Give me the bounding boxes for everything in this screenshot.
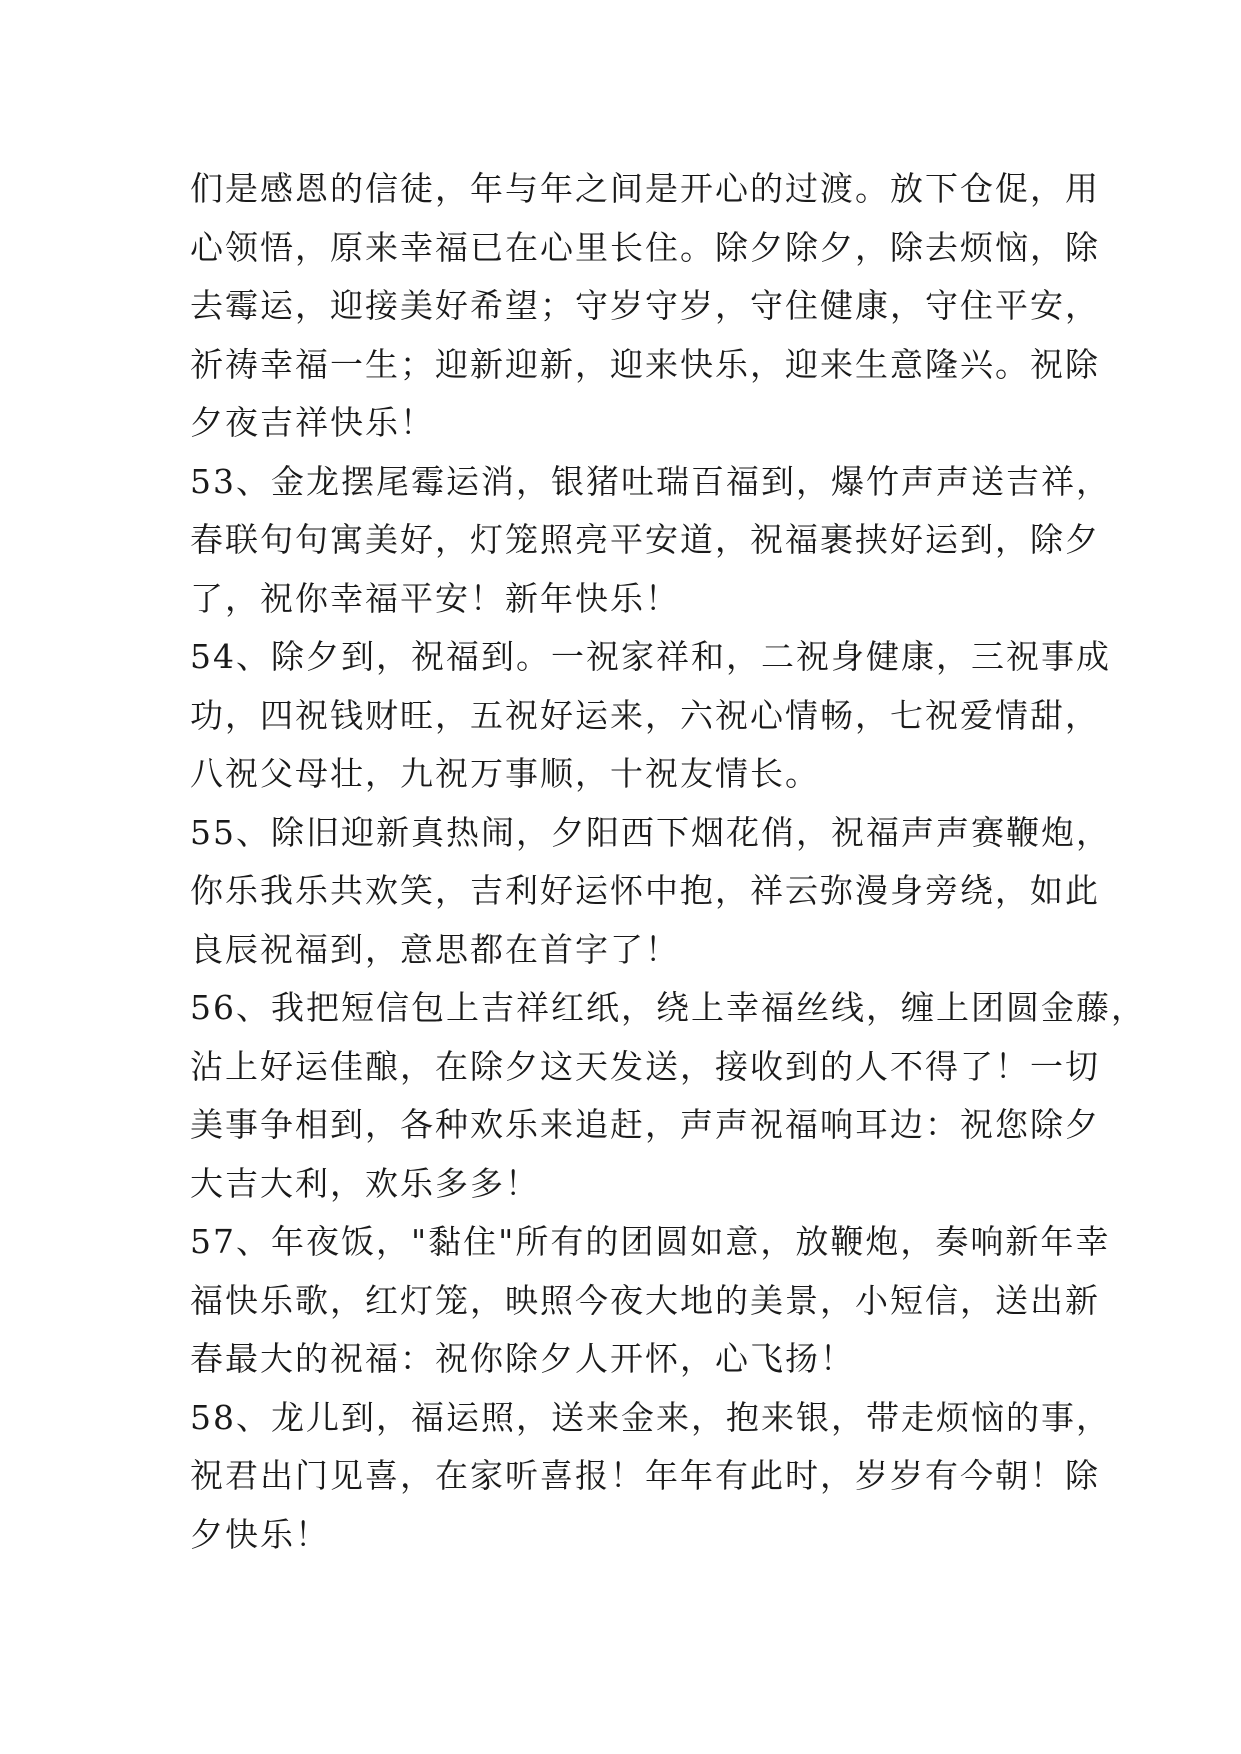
text-line: 祝君出门见喜，在家听喜报！年年有此时，岁岁有今朝！除 xyxy=(190,1456,1100,1495)
text-line: 55、除旧迎新真热闹，夕阳西下烟花俏，祝福声声赛鞭炮， xyxy=(190,812,1111,852)
text-line: 八祝父母壮，九祝万事顺，十祝友情长。 xyxy=(190,754,820,793)
text-line: 去霉运，迎接美好希望；守岁守岁，守住健康，守住平安， xyxy=(190,286,1100,325)
text-line: 沾上好运佳酿，在除夕这天发送，接收到的人不得了！一切 xyxy=(190,1046,1100,1086)
text-line: 了，祝你幸福平安！新年快乐！ xyxy=(190,578,680,618)
text-line: 心领悟，原来幸福已在心里长住。除夕除夕，除去烦恼，除 xyxy=(190,227,1100,267)
text-line: 春最大的祝福：祝你除夕人开怀，心飞扬！ xyxy=(190,1339,855,1378)
text-line: 夕快乐！ xyxy=(190,1514,330,1554)
text-line: 功，四祝钱财旺，五祝好运来，六祝心情畅，七祝爱情甜， xyxy=(190,695,1100,735)
text-line: 们是感恩的信徒，年与年之间是开心的过渡。放下仓促，用 xyxy=(190,169,1100,208)
text-line: 你乐我乐共欢笑，吉利好运怀中抱，祥云弥漫身旁绕，如此 xyxy=(190,871,1100,910)
text-line: 福快乐歌，红灯笼，映照今夜大地的美景，小短信，送出新 xyxy=(190,1280,1100,1320)
text-line: 大吉大利，欢乐多多！ xyxy=(190,1163,540,1203)
text-line: 春联句句寓美好，灯笼照亮平安道，祝福裹挟好运到，除夕 xyxy=(190,520,1100,559)
text-line: 良辰祝福到，意思都在首字了！ xyxy=(190,929,680,969)
text-line: 54、除夕到，祝福到。一祝家祥和，二祝身健康，三祝事成 xyxy=(190,637,1111,676)
text-line: 58、龙儿到，福运照，送来金来，抱来银，带走烦恼的事， xyxy=(190,1397,1111,1437)
text-line: 美事争相到，各种欢乐来追赶，声声祝福响耳边：祝您除夕 xyxy=(190,1105,1100,1144)
text-line: 53、金龙摆尾霉运消，银猪吐瑞百福到，爆竹声声送吉祥， xyxy=(190,461,1111,501)
text-line: 夕夜吉祥快乐！ xyxy=(190,403,435,442)
text-line: 57、年夜饭，"黏住"所有的团圆如意，放鞭炮，奏响新年幸 xyxy=(190,1222,1111,1261)
text-line: 56、我把短信包上吉祥红纸，绕上幸福丝线，缠上团圆金藤， xyxy=(190,988,1146,1027)
text-line: 祈祷幸福一生；迎新迎新，迎来快乐，迎来生意隆兴。祝除 xyxy=(190,344,1100,384)
document-body xyxy=(190,160,1146,1564)
